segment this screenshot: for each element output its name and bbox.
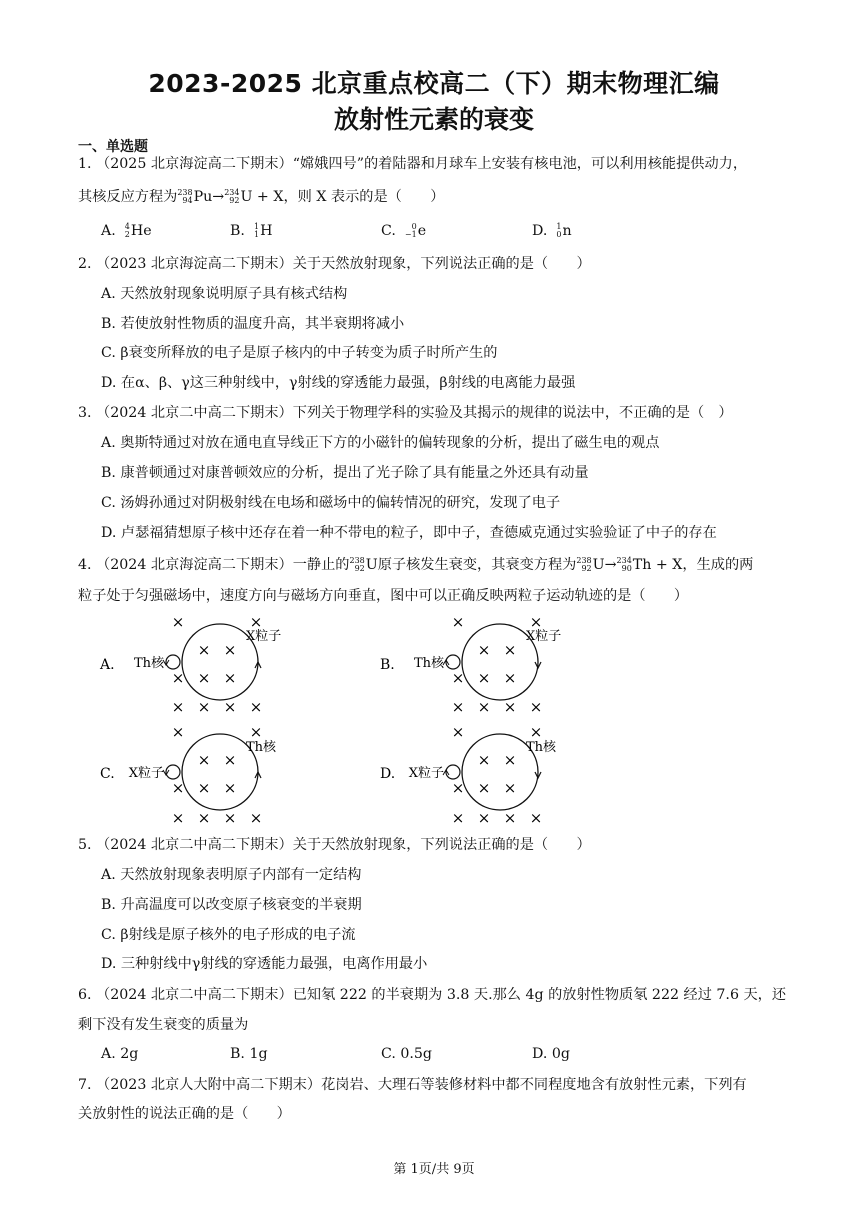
field-cross: × <box>197 751 211 769</box>
field-cross: × <box>477 698 491 716</box>
q3-stem: 3. （2024 北京二中高二下期末）下列关于物理学科的实验及其揭示的规律的说法中，不正确的是（ ） <box>78 405 733 421</box>
q4-figure-b-svg <box>378 612 598 717</box>
q5-stem: 5. （2024 北京二中高二下期末）关于天然放射现象，下列说法正确的是（ ） <box>78 837 591 853</box>
field-cross: × <box>477 669 491 687</box>
field-cross: × <box>223 809 237 827</box>
small-circle-label: Th核 <box>133 656 164 671</box>
big-circle-label: X粒子 <box>526 629 562 644</box>
q4-stem-line2: 粒子处于匀强磁场中，速度方向与磁场方向垂直，图中可以正确反映两粒子运动轨迹的是（ ） <box>78 588 689 604</box>
field-cross: × <box>223 779 237 797</box>
field-cross: × <box>197 641 211 659</box>
q1-eq-u: U + X <box>240 189 284 205</box>
q2-stem: 2. （2023 北京海淀高二下期末）关于天然放射现象，下列说法正确的是（ ） <box>78 256 591 272</box>
field-cross: × <box>451 809 465 827</box>
q1-line2-pre: 其核反应方程为 <box>78 189 178 205</box>
q1-eq-pu: Pu <box>193 189 213 205</box>
field-cross: × <box>503 669 517 687</box>
q5-option-d[interactable]: D. 三种射线中γ射线的穿透能力最强，电离作用最小 <box>101 956 428 972</box>
small-circle-label: X粒子 <box>128 766 164 781</box>
field-cross: × <box>477 779 491 797</box>
option-label: B. <box>380 657 395 673</box>
q4-figure-c-svg <box>98 718 318 830</box>
q4-figure-d[interactable] <box>378 718 598 834</box>
field-cross: × <box>223 669 237 687</box>
field-cross: × <box>197 698 211 716</box>
field-cross: × <box>197 669 211 687</box>
field-cross: × <box>171 809 185 827</box>
q1-stem-line1: 1. （2025 北京海淀高二下期末）“嫦娥四号”的着陆器和月球车上安装有核电池，可以利用核能提供动力， <box>78 156 748 172</box>
q1-line2-post: ，则 X 表示的是（ ） <box>283 189 445 205</box>
big-circle-label: X粒子 <box>246 629 282 644</box>
field-cross: × <box>529 809 543 827</box>
field-cross: × <box>249 698 263 716</box>
q1-option-a[interactable]: A. 4 2 He <box>101 222 152 239</box>
q4-figure-a-svg <box>98 612 318 717</box>
q4-th-symbol: Th + X <box>632 557 683 573</box>
q3-option-c[interactable]: C. 汤姆孙通过对阴极射线在电场和磁场中的偏转情况的研究，发现了电子 <box>101 495 561 511</box>
big-circle-label: Th核 <box>526 740 557 755</box>
field-cross: × <box>249 809 263 827</box>
q4-figure-b[interactable] <box>378 612 598 721</box>
small-circle-label: Th核 <box>413 656 444 671</box>
field-cross: × <box>451 779 465 797</box>
q5-option-b[interactable]: B. 升高温度可以改变原子核衰变的半衰期 <box>101 897 362 913</box>
field-cross: × <box>171 669 185 687</box>
field-cross: × <box>223 698 237 716</box>
field-cross: × <box>503 779 517 797</box>
q6-option-c[interactable]: C. 0.5g <box>381 1046 433 1062</box>
field-cross: × <box>451 613 465 631</box>
q7-stem-line2: 关放射性的说法正确的是（ ） <box>78 1106 291 1122</box>
field-cross: × <box>223 641 237 659</box>
page-footer: 第 1页/共 9页 <box>393 1162 475 1177</box>
q1-option-d[interactable]: D. 1 0 n <box>532 222 572 239</box>
field-cross: × <box>451 669 465 687</box>
q2-option-b[interactable]: B. 若使放射性物质的温度升高，其半衰期将减小 <box>101 316 405 332</box>
field-cross: × <box>529 698 543 716</box>
q6-stem-line2: 剩下没有发生衰变的质量为 <box>78 1017 249 1033</box>
q4-figure-a[interactable] <box>98 612 318 721</box>
q1-option-c[interactable]: C. 0 −1 e <box>381 222 427 239</box>
q1-eq-u-iso: 234 92 <box>224 188 240 205</box>
field-cross: × <box>503 698 517 716</box>
field-cross: × <box>477 751 491 769</box>
q1-stem-line2 <box>78 188 444 206</box>
q4-figure-d-svg <box>378 718 598 830</box>
q3-option-a[interactable]: A. 奥斯特通过对放在通电直导线正下方的小磁针的偏转现象的分析，提出了磁生电的观点 <box>101 435 660 451</box>
q1-eq-arrow: → <box>212 189 225 205</box>
field-cross: × <box>477 809 491 827</box>
field-cross: × <box>503 751 517 769</box>
option-label: D. <box>380 766 396 782</box>
q3-option-d[interactable]: D. 卢瑟福猜想原子核中还存在着一种不带电的粒子，即中子，查德威克通过实验验证了中子的存在 <box>101 525 717 541</box>
q4-stem-line1: 4. （2024 北京海淀高二下期末）一静止的 238 92 U原子核发生衰变，其衰变方程为 238 92 U→ 234 90 Th + X，生成的两 <box>78 556 754 573</box>
document-title: 2023-2025 北京重点校高二（下）期末物理汇编 <box>148 69 720 98</box>
field-cross: × <box>197 779 211 797</box>
field-cross: × <box>451 698 465 716</box>
field-cross: × <box>171 779 185 797</box>
field-cross: × <box>171 698 185 716</box>
section-heading: 一、单选题 <box>78 139 148 155</box>
option-label: A. <box>100 657 115 673</box>
field-cross: × <box>451 723 465 741</box>
q6-option-a[interactable]: A. 2g <box>101 1046 139 1062</box>
q1-option-b[interactable]: B. 1 1 H <box>230 222 273 239</box>
q6-option-d[interactable]: D. 0g <box>532 1046 570 1062</box>
field-cross: × <box>171 723 185 741</box>
q4-figure-c[interactable] <box>98 718 318 834</box>
field-cross: × <box>503 809 517 827</box>
q1-eq-pu-iso: 238 94 <box>177 188 193 205</box>
option-label: C. <box>100 766 115 782</box>
field-cross: × <box>477 641 491 659</box>
q2-option-d[interactable]: D. 在α、β、γ这三种射线中，γ射线的穿透能力最强，β射线的电离能力最强 <box>101 375 576 391</box>
field-cross: × <box>171 613 185 631</box>
q3-option-b[interactable]: B. 康普顿通过对康普顿效应的分析，提出了光子除了具有能量之外还具有动量 <box>101 465 589 481</box>
q6-option-b[interactable]: B. 1g <box>230 1046 268 1062</box>
field-cross: × <box>249 613 263 631</box>
q5-option-c[interactable]: C. β射线是原子核外的电子形成的电子流 <box>101 927 356 943</box>
small-circle <box>446 655 460 669</box>
q5-option-a[interactable]: A. 天然放射现象表明原子内部有一定结构 <box>101 867 362 883</box>
field-cross: × <box>223 751 237 769</box>
field-cross: × <box>529 613 543 631</box>
big-circle-label: Th核 <box>246 740 277 755</box>
field-cross: × <box>503 641 517 659</box>
small-circle-label: X粒子 <box>408 766 444 781</box>
field-cross: × <box>249 723 263 741</box>
q6-stem-line1: 6. （2024 北京二中高二下期末）已知氡 222 的半衰期为 3.8 天.那么 4g 的放射性物质氡 222 经过 7.6 天，还 <box>78 987 787 1003</box>
q2-option-c[interactable]: C. β衰变所释放的电子是原子核内的中子转变为质子时所产生的 <box>101 345 498 361</box>
field-cross: × <box>529 723 543 741</box>
field-cross: × <box>197 809 211 827</box>
document-subtitle: 放射性元素的衰变 <box>333 105 534 134</box>
small-circle <box>446 765 460 779</box>
q2-option-a[interactable]: A. 天然放射现象说明原子具有核式结构 <box>101 286 348 302</box>
q4-u-symbol: U <box>365 557 378 573</box>
q7-stem-line1: 7. （2023 北京人大附中高二下期末）花岗岩、大理石等装修材料中都不同程度地含有放射性元素，下列有 <box>78 1077 747 1093</box>
